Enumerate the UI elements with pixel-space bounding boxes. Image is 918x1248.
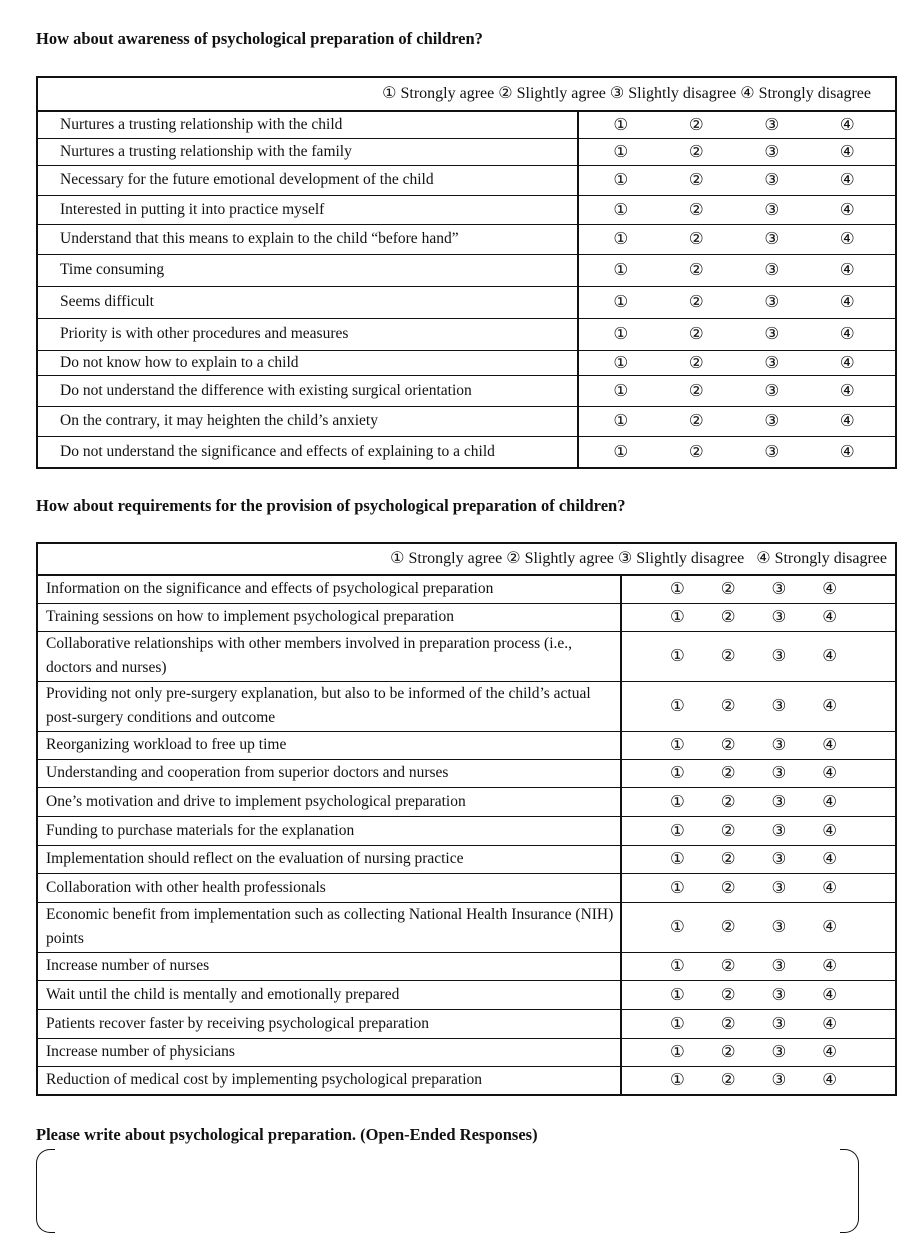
awareness-item-text: Priority is with other procedures and measures — [37, 318, 578, 350]
option-3[interactable]: ③ — [771, 877, 787, 897]
option-1[interactable]: ① — [669, 579, 685, 599]
option-3[interactable]: ③ — [764, 292, 780, 311]
option-1[interactable]: ① — [613, 114, 629, 134]
option-2[interactable]: ② — [720, 696, 736, 715]
option-4[interactable]: ④ — [822, 820, 838, 840]
option-2[interactable]: ② — [720, 956, 736, 975]
requirements-response-cell — [621, 902, 896, 952]
right-bracket — [840, 1149, 859, 1233]
requirements-item-text: Funding to purchase materials for the explanation — [37, 816, 621, 845]
option-1[interactable]: ① — [613, 411, 629, 430]
awareness-response-cell — [578, 406, 896, 436]
awareness-response-cell — [578, 224, 896, 254]
requirements-item-text: Increase number of physicians — [37, 1038, 621, 1066]
option-1[interactable]: ① — [669, 735, 685, 754]
requirements-response-cell — [621, 952, 896, 980]
requirements-table — [36, 542, 897, 1096]
option-1[interactable]: ① — [669, 820, 685, 840]
option-1[interactable]: ① — [613, 324, 629, 343]
option-4[interactable]: ④ — [839, 141, 855, 161]
option-2[interactable]: ② — [688, 229, 704, 248]
option-2[interactable]: ② — [720, 579, 736, 599]
option-4[interactable]: ④ — [822, 1070, 838, 1090]
option-3[interactable]: ③ — [764, 170, 780, 189]
requirements-legend: ① Strongly agree ② Slightly agree ③ Slightly disagree ④ Strongly disagree — [37, 543, 896, 575]
awareness-item-text: On the contrary, it may heighten the child’s anxiety — [37, 406, 578, 436]
option-1[interactable]: ① — [613, 170, 629, 189]
option-1[interactable]: ① — [613, 141, 629, 161]
requirements-response-cell — [621, 816, 896, 845]
requirements-item-text: Providing not only pre-surgery explanation, but also to be informed of the child’s actual post-surgery conditions and outcome — [37, 681, 621, 731]
option-4[interactable]: ④ — [822, 956, 838, 975]
option-4[interactable]: ④ — [839, 260, 855, 279]
awareness-response-cell — [578, 318, 896, 350]
option-1[interactable]: ① — [613, 352, 629, 372]
option-2[interactable]: ② — [720, 984, 736, 1004]
option-4[interactable]: ④ — [839, 292, 855, 311]
option-2[interactable]: ② — [720, 646, 736, 665]
option-4[interactable]: ④ — [822, 917, 838, 936]
option-4[interactable]: ④ — [822, 877, 838, 897]
option-3[interactable]: ③ — [771, 646, 787, 665]
option-4[interactable]: ④ — [839, 441, 855, 461]
awareness-item-text: Do not understand the difference with existing surgical orientation — [37, 375, 578, 406]
awareness-item-text: Understand that this means to explain to the child “before hand” — [37, 224, 578, 254]
awareness-response-cell — [578, 195, 896, 224]
requirements-item-text: Collaboration with other health professionals — [37, 873, 621, 902]
awareness-table — [36, 76, 897, 469]
option-2[interactable]: ② — [720, 877, 736, 897]
option-3[interactable]: ③ — [764, 352, 780, 372]
requirements-response-cell — [621, 731, 896, 759]
option-1[interactable]: ① — [613, 229, 629, 248]
option-2[interactable]: ② — [688, 352, 704, 372]
awareness-response-cell — [578, 111, 896, 138]
option-3[interactable]: ③ — [771, 763, 787, 782]
option-1[interactable]: ① — [669, 1013, 685, 1033]
requirements-response-cell — [621, 759, 896, 787]
requirements-item-text: Wait until the child is mentally and emotionally prepared — [37, 980, 621, 1009]
option-3[interactable]: ③ — [771, 735, 787, 754]
awareness-legend: ① Strongly agree ② Slightly agree ③ Slightly disagree ④ Strongly disagree — [37, 77, 896, 111]
option-2[interactable]: ② — [688, 324, 704, 343]
option-2[interactable]: ② — [688, 199, 704, 219]
option-3[interactable]: ③ — [771, 1013, 787, 1033]
option-4[interactable]: ④ — [822, 579, 838, 599]
option-4[interactable]: ④ — [839, 199, 855, 219]
requirements-item-text: Collaborative relationships with other members involved in preparation process (i.e., doctors and nurses) — [37, 631, 621, 681]
option-2[interactable]: ② — [720, 820, 736, 840]
option-4[interactable]: ④ — [839, 229, 855, 248]
option-3[interactable]: ③ — [771, 579, 787, 599]
option-1[interactable]: ① — [669, 917, 685, 936]
requirements-item-text: Increase number of nurses — [37, 952, 621, 980]
option-3[interactable]: ③ — [764, 229, 780, 248]
option-1[interactable]: ① — [669, 763, 685, 782]
requirements-item-text: Understanding and cooperation from superior doctors and nurses — [37, 759, 621, 787]
option-3[interactable]: ③ — [764, 324, 780, 343]
requirements-item-text: Implementation should reflect on the evaluation of nursing practice — [37, 845, 621, 873]
option-2[interactable]: ② — [720, 849, 736, 868]
option-2[interactable]: ② — [720, 1013, 736, 1033]
awareness-response-cell — [578, 350, 896, 375]
awareness-response-cell — [578, 165, 896, 195]
option-3[interactable]: ③ — [764, 411, 780, 430]
option-4[interactable]: ④ — [822, 763, 838, 782]
option-3[interactable]: ③ — [771, 791, 787, 811]
option-4[interactable]: ④ — [839, 324, 855, 343]
option-3[interactable]: ③ — [771, 696, 787, 715]
option-2[interactable]: ② — [720, 735, 736, 754]
option-1[interactable]: ① — [669, 696, 685, 715]
option-3[interactable]: ③ — [771, 956, 787, 975]
option-4[interactable]: ④ — [839, 170, 855, 189]
option-4[interactable]: ④ — [822, 1042, 838, 1061]
option-4[interactable]: ④ — [822, 607, 838, 626]
option-1[interactable]: ① — [669, 849, 685, 868]
requirements-response-cell — [621, 787, 896, 816]
option-2[interactable]: ② — [720, 791, 736, 811]
option-2[interactable]: ② — [688, 260, 704, 279]
option-4[interactable]: ④ — [822, 735, 838, 754]
option-4[interactable]: ④ — [822, 791, 838, 811]
option-3[interactable]: ③ — [764, 199, 780, 219]
option-4[interactable]: ④ — [839, 380, 855, 400]
requirements-response-cell — [621, 631, 896, 681]
option-1[interactable]: ① — [669, 1042, 685, 1061]
option-1[interactable]: ① — [669, 984, 685, 1004]
section3-heading: Please write about psychological preparation. (Open-Ended Responses) — [36, 1125, 538, 1144]
section1-heading: How about awareness of psychological preparation of children? — [36, 29, 483, 48]
option-2[interactable]: ② — [720, 763, 736, 782]
option-3[interactable]: ③ — [764, 260, 780, 279]
awareness-item-text: Do not know how to explain to a child — [37, 350, 578, 375]
awareness-item-text: Nurtures a trusting relationship with the child — [37, 111, 578, 138]
awareness-item-text: Necessary for the future emotional development of the child — [37, 165, 578, 195]
option-1[interactable]: ① — [669, 607, 685, 626]
option-2[interactable]: ② — [688, 141, 704, 161]
option-2[interactable]: ② — [720, 917, 736, 936]
awareness-item-text: Interested in putting it into practice myself — [37, 195, 578, 224]
option-2[interactable]: ② — [688, 292, 704, 311]
requirements-response-cell — [621, 681, 896, 731]
option-4[interactable]: ④ — [839, 352, 855, 372]
option-3[interactable]: ③ — [771, 984, 787, 1004]
option-2[interactable]: ② — [688, 170, 704, 189]
awareness-item-text: Do not understand the significance and effects of explaining to a child — [60, 442, 495, 460]
requirements-item-text: Reduction of medical cost by implementing psychological preparation — [46, 1071, 483, 1089]
awareness-response-cell — [578, 254, 896, 286]
awareness-response-cell — [578, 436, 896, 468]
option-2[interactable]: ② — [720, 607, 736, 626]
option-3[interactable]: ③ — [764, 141, 780, 161]
left-bracket — [36, 1149, 55, 1233]
option-2[interactable]: ② — [688, 441, 704, 461]
requirements-item-text: Training sessions on how to implement psychological preparation — [37, 603, 621, 631]
requirements-item-text: Patients recover faster by receiving psychological preparation — [37, 1009, 621, 1038]
option-2[interactable]: ② — [720, 1070, 736, 1090]
option-3[interactable]: ③ — [771, 820, 787, 840]
requirements-item-text: Reorganizing workload to free up time — [37, 731, 621, 759]
option-1[interactable]: ① — [669, 956, 685, 975]
option-4[interactable]: ④ — [839, 114, 855, 134]
option-2[interactable]: ② — [688, 114, 704, 134]
option-4[interactable]: ④ — [822, 696, 838, 715]
awareness-item-text: Time consuming — [37, 254, 578, 286]
requirements-response-cell — [621, 845, 896, 873]
requirements-response-cell — [621, 1066, 896, 1095]
option-3[interactable]: ③ — [764, 114, 780, 134]
option-2[interactable]: ② — [720, 1042, 736, 1061]
requirements-item-text: One’s motivation and drive to implement psychological preparation — [37, 787, 621, 816]
awareness-response-cell — [578, 138, 896, 165]
open-ended-response-box[interactable] — [36, 1149, 859, 1233]
awareness-item-text: Nurtures a trusting relationship with the family — [37, 138, 578, 165]
awareness-item-text: Seems difficult — [37, 286, 578, 318]
option-3[interactable]: ③ — [771, 1070, 787, 1090]
option-1[interactable]: ① — [613, 199, 629, 219]
option-1[interactable]: ① — [669, 1070, 685, 1090]
option-1[interactable]: ① — [613, 292, 629, 311]
option-1[interactable]: ① — [613, 441, 629, 461]
option-3[interactable]: ③ — [764, 441, 780, 461]
option-3[interactable]: ③ — [771, 1042, 787, 1061]
awareness-response-cell — [578, 286, 896, 318]
option-3[interactable]: ③ — [771, 849, 787, 868]
option-1[interactable]: ① — [669, 877, 685, 897]
option-4[interactable]: ④ — [822, 646, 838, 665]
option-4[interactable]: ④ — [839, 411, 855, 430]
requirements-item-text: Economic benefit from implementation such as collecting National Health Insurance (NIH) points — [37, 902, 621, 952]
option-4[interactable]: ④ — [822, 984, 838, 1004]
option-4[interactable]: ④ — [822, 849, 838, 868]
requirements-response-cell — [621, 873, 896, 902]
requirements-response-cell — [621, 1038, 896, 1066]
option-2[interactable]: ② — [688, 411, 704, 430]
option-1[interactable]: ① — [669, 791, 685, 811]
option-3[interactable]: ③ — [771, 607, 787, 626]
option-4[interactable]: ④ — [822, 1013, 838, 1033]
requirements-item-text: Information on the significance and effects of psychological preparation — [37, 575, 621, 603]
option-1[interactable]: ① — [613, 260, 629, 279]
requirements-response-cell — [621, 603, 896, 631]
requirements-response-cell — [621, 1009, 896, 1038]
option-3[interactable]: ③ — [764, 380, 780, 400]
section2-heading: How about requirements for the provision of psychological preparation of children? — [36, 496, 626, 515]
awareness-response-cell — [578, 375, 896, 406]
option-1[interactable]: ① — [613, 380, 629, 400]
option-2[interactable]: ② — [688, 380, 704, 400]
option-3[interactable]: ③ — [771, 917, 787, 936]
requirements-response-cell — [621, 575, 896, 603]
option-1[interactable]: ① — [669, 646, 685, 665]
requirements-response-cell — [621, 980, 896, 1009]
